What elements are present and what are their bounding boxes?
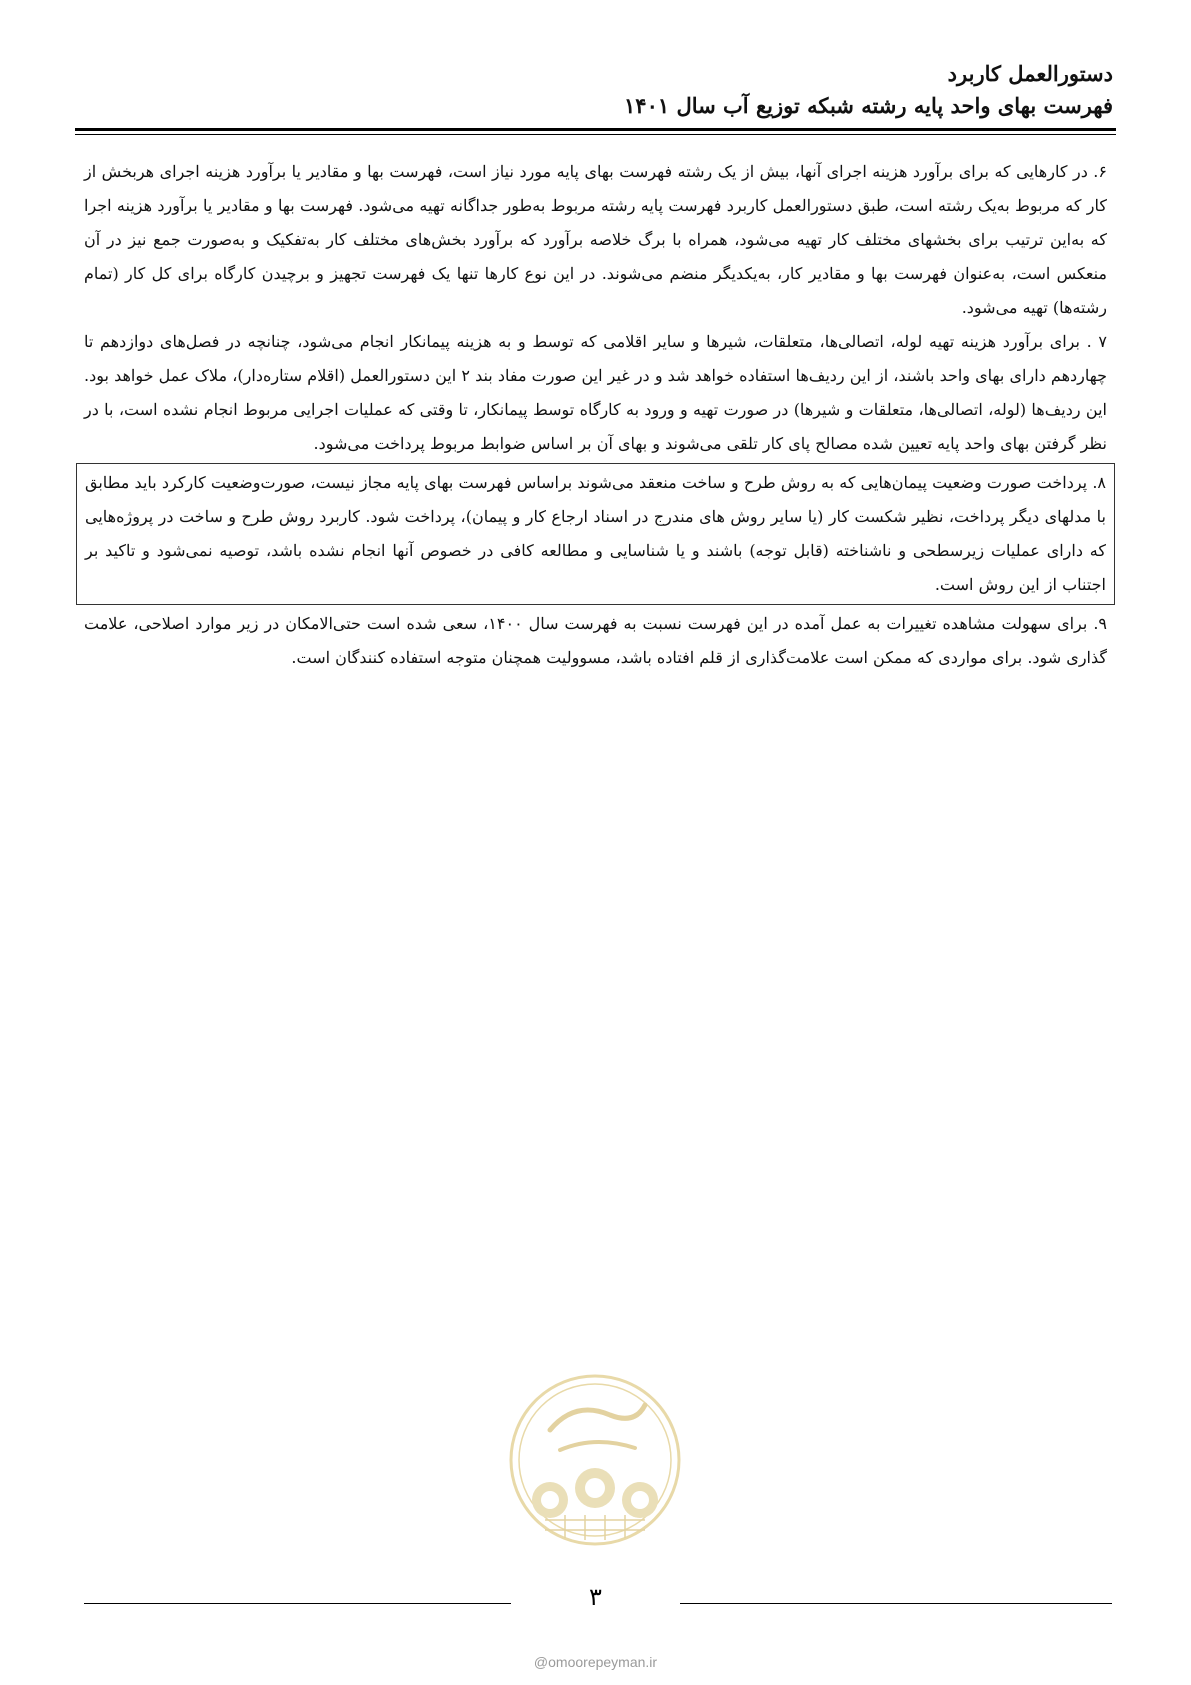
paragraph-9: ۹. برای سهولت مشاهده تغییرات به عمل آمده در این فهرست نسبت به فهرست سال ۱۴۰۰، سعی شده است حتی‌الامکان در زیر موارد اصلاحی، علامت گذاری شود. برای مواردی که ممکن است علامت‌گذاری از قلم افتاده باشد، مسوولیت همچنان متوجه استفاده کنندگان است. [84, 614, 1108, 667]
paragraph-6: ۶. در کارهایی که برای برآورد هزینه اجرای آنها، بیش از یک رشته فهرست بهای پایه مورد نیاز است، فهرست بها و مقادیر یا برآورد هزینه اجرای هربخش از کار که مربوط به‌یک رشته است، طبق دستورالعمل کاربرد فهرست پایه رشته مربوط به‌طور جداگانه تهیه می‌شود. فهرست بها و مقادیر یا برآورد هزینه اجرا که به‌این ترتیب برای بخشهای مختلف کار تهیه می‌شود، همراه با برگ خلاصه برآورد که برآورد بخش‌های مختلف کار به‌تفکیک و به‌صورت جمع نیز در آن منعکس است، به‌عنوان فهرست بها و مقادیر کار، به‌یکدیگر منضم می‌شوند. در این نوع کارها تنها یک فهرست تجهیز و برچیدن کارگاه برای کل کار (تمام رشته‌ها) تهیه می‌شود. [84, 162, 1107, 317]
page-number: ۳ [589, 1583, 602, 1611]
document-body [84, 155, 1107, 675]
document-header [78, 58, 1113, 122]
document-subtitle: فهرست بهای واحد پایه رشته شبکه توزیع آب سال ۱۴۰۱ [624, 93, 1113, 118]
document-title: دستورالعمل کاربرد [947, 61, 1113, 86]
paragraph-7: ۷ . برای برآورد هزینه تهیه لوله، اتصالی‌ها، متعلقات، شیرها و سایر اقلامی که توسط و به هزینه پیمانکار انجام می‌شود، چنانچه در فصل‌های دوازدهم تا چهاردهم دارای بهای واحد باشند، از این ردیف‌ها استفاده خواهد شد و در غیر این صورت مفاد بند ۲ این دستورالعمل (اقلام ستاره‌دار)، ملاک عمل خواهد بود. این ردیف‌ها (لوله، اتصالی‌ها، متعلقات و شیرها) در صورت تهیه و ورود به کارگاه توسط پیمانکار، تا وقتی که عملیات اجرایی مربوط انجام نشده است، با در نظر گرفتن بهای واحد پایه تعیین شده مصالح پای کار تلقی می‌شوند و بهای آن بر اساس ضوابط مربوط پرداخت می‌شود. [84, 332, 1107, 453]
boxed-note [76, 463, 1115, 605]
header-rule-thin [75, 134, 1116, 135]
website-watermark: @omoorepeyman.ir [533, 1654, 658, 1670]
watermark-logo-icon [505, 1370, 685, 1550]
header-rule-thick [75, 128, 1116, 131]
paragraph-8: ۸. پرداخت صورت وضعیت پیمان‌هایی که به روش طرح و ساخت منعقد می‌شوند براساس فهرست بهای پایه مجاز نیست، صورت‌وضعیت کارکرد باید مطابق با مدلهای دیگر پرداخت، نظیر شکست کار (یا سایر روش های مندرج در اسناد ارجاع کار و پیمان)، پرداخت شود. کاربرد روش طرح و ساخت در پروژه‌هایی که دارای عملیات زیرسطحی و ناشناخته (قابل توجه) باشند و یا شناسایی و مطالعه کافی در خصوص آنها انجام نشده باشد، توصیه نمی‌شود و تاکید بر اجتناب از این روش است. [85, 473, 1106, 594]
